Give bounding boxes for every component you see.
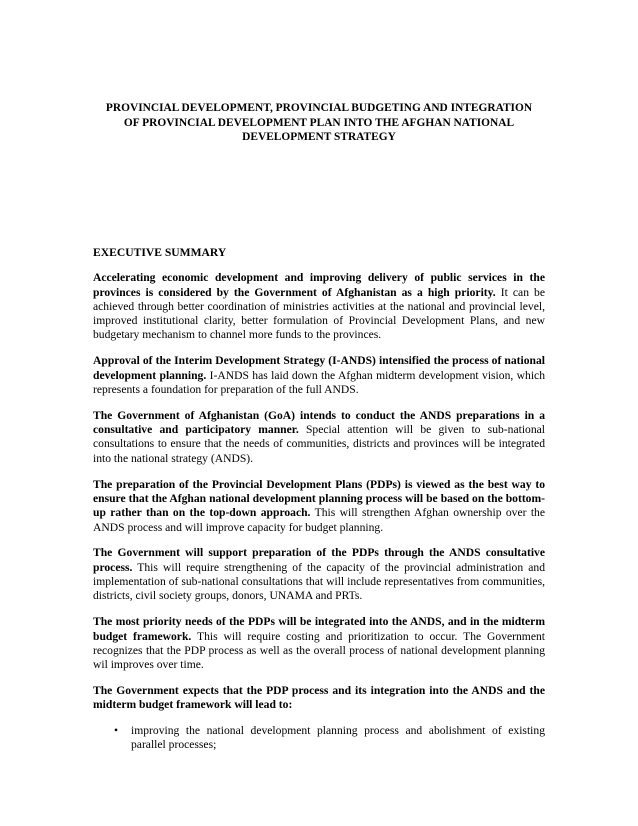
paragraph-lead: The Government will support preparation of the PDPs through the ANDS consultative process. [93, 546, 545, 574]
paragraph-lead: The Government expects that the PDP process and its integration into the ANDS and the midterm budget framework will lead to: [93, 683, 545, 712]
paragraph-text: Special attention will be given to sub-national consultations to ensure that the needs of communities, districts and provinces will be integrated into the national strategy (ANDS). [93, 423, 545, 465]
paragraph [93, 684, 545, 713]
title-line: DEVELOPMENT STRATEGY [242, 131, 396, 144]
paragraph-text: It can be achieved through better coordination of ministries activities at the national and provincial level, improved institutional clarity, better formulation of Provincial Development Plans, and new budgetary mechanism to channel more funds to the provinces. [93, 285, 545, 342]
paragraph-lead: The preparation of the Provincial Development Plans (PDPs) is viewed as the best way to ensure that the Afghan national development planning process will be based on the bottom-up rather than on the top-down approach. [93, 477, 545, 520]
paragraph-text: I-ANDS has laid down the Afghan midterm development vision, which represents a foundation for preparation of the full ANDS. [93, 368, 545, 396]
document-body [93, 246, 545, 753]
title-line: OF PROVINCIAL DEVELOPMENT PLAN INTO THE AFGHAN NATIONAL [123, 116, 515, 129]
paragraph-lead: The most priority needs of the PDPs will be integrated into the ANDS, and in the midterm budget framework. [93, 615, 545, 643]
paragraph-lead: Approval of the Interim Development Strategy (I-ANDS) intensified the process of national development planning. [93, 354, 545, 382]
paragraph-lead: Accelerating economic development and improving delivery of public services in the provinces is considered by the Government of Afghanistan as a high priority. [93, 271, 545, 299]
paragraph [93, 354, 545, 397]
document-title [90, 101, 548, 145]
paragraph [93, 409, 545, 466]
paragraph [93, 271, 545, 342]
paragraph-text: This will require costing and prioritization to occur. The Government recognizes that the PDP process as well as the overall process of national development planning wil improves over time. [93, 629, 545, 672]
bullet-list [93, 724, 545, 753]
paragraph [93, 546, 545, 603]
paragraph [93, 478, 545, 535]
bullet-icon: • [114, 724, 119, 738]
paragraph-text: This will strengthen Afghan ownership over the ANDS process and will improve capacity for budget planning. [93, 506, 545, 534]
section-heading: EXECUTIVE SUMMARY [93, 246, 227, 259]
list-item-text: improving the national development planning process and abolishment of existing parallel processes; [131, 724, 545, 752]
list-item [93, 724, 545, 753]
paragraph [93, 615, 545, 672]
title-line: PROVINCIAL DEVELOPMENT, PROVINCIAL BUDGETING AND INTEGRATION [105, 102, 533, 114]
paragraph-text: This will require strengthening of the capacity of the provincial administration and implementation of sub-national consultations that will include representatives from communities, districts, civil society groups, donors, UNAMA and PRTs. [93, 560, 545, 603]
paragraph-lead: The Government of Afghanistan (GoA) intends to conduct the ANDS preparations in a consultative and participatory manner. [93, 408, 545, 437]
